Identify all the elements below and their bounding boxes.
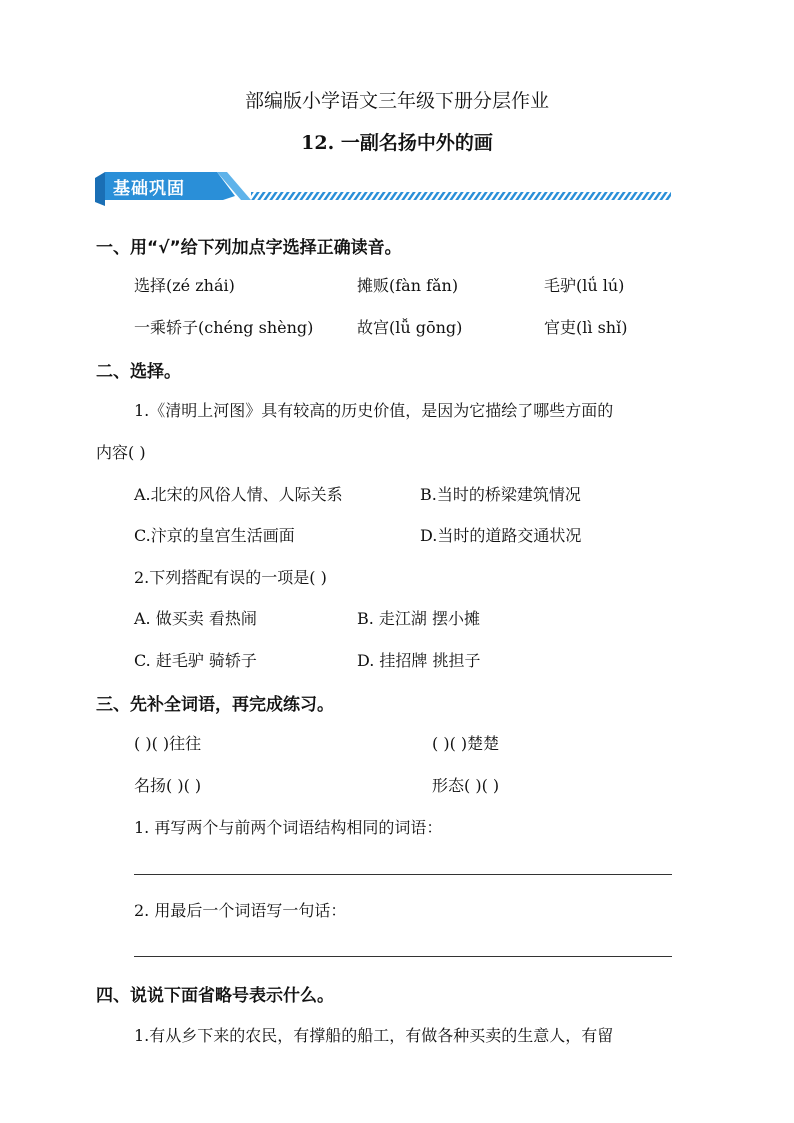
q4-passage: 1.有从乡下来的农民，有撑船的船工，有做各种买卖的生意人，有留: [134, 1026, 614, 1045]
q1-item: 选择(zé zhái): [134, 276, 235, 295]
q1-item: 官吏(lì shǐ): [544, 318, 628, 337]
lesson-title: 12. 一副名扬中外的画: [301, 132, 493, 154]
q2-1-option: D.当时的道路交通状况: [420, 526, 582, 545]
answer-line[interactable]: [134, 874, 672, 875]
banner-label: 基础巩固: [113, 179, 185, 199]
q3-word-blank[interactable]: 名扬( )( ): [134, 776, 202, 795]
q2-2-option: D. 挂招牌 挑担子: [357, 651, 481, 670]
q1-item: 摊贩(fàn fǎn): [357, 276, 459, 295]
q2-1-stem-cont: 内容( ): [96, 443, 146, 462]
q2-2-option: C. 赶毛驴 骑轿子: [134, 651, 257, 670]
q2-2-stem: 2.下列搭配有误的一项是( ): [134, 568, 327, 587]
q3-sub1: 1. 再写两个与前两个词语结构相同的词语：: [134, 818, 443, 837]
q3-word-blank[interactable]: ( )( )往往: [134, 734, 202, 753]
q1-heading: 一、用“√”给下列加点字选择正确读音。: [96, 238, 402, 258]
q1-item: 毛驴(lǘ lú): [544, 276, 625, 295]
q2-2-option: A. 做买卖 看热闹: [134, 609, 257, 628]
q3-sub2: 2. 用最后一个词语写一句话：: [134, 901, 347, 920]
q3-heading: 三、先补全词语，再完成练习。: [96, 695, 334, 715]
section-banner: [95, 166, 675, 210]
q2-1-option: B.当时的桥梁建筑情况: [420, 485, 581, 504]
q2-heading: 二、选择。: [96, 362, 181, 382]
q2-1-option: C.汴京的皇宫生活画面: [134, 526, 295, 545]
answer-line[interactable]: [134, 956, 672, 957]
q2-1-stem: 1.《清明上河图》具有较高的历史价值，是因为它描绘了哪些方面的: [134, 401, 614, 420]
q1-item: 一乘轿子(chéng shèng): [134, 318, 314, 337]
q3-word-blank[interactable]: ( )( )楚楚: [432, 734, 500, 753]
q2-2-option: B. 走江湖 摆小摊: [357, 609, 481, 628]
q2-1-option: A.北宋的风俗人情、人际关系: [134, 485, 343, 504]
page-title: 部编版小学语文三年级下册分层作业: [244, 90, 549, 112]
q1-item: 故宫(lǚ gōng): [357, 318, 463, 337]
q4-heading: 四、说说下面省略号表示什么。: [96, 986, 334, 1006]
q3-word-blank[interactable]: 形态( )( ): [432, 776, 500, 795]
